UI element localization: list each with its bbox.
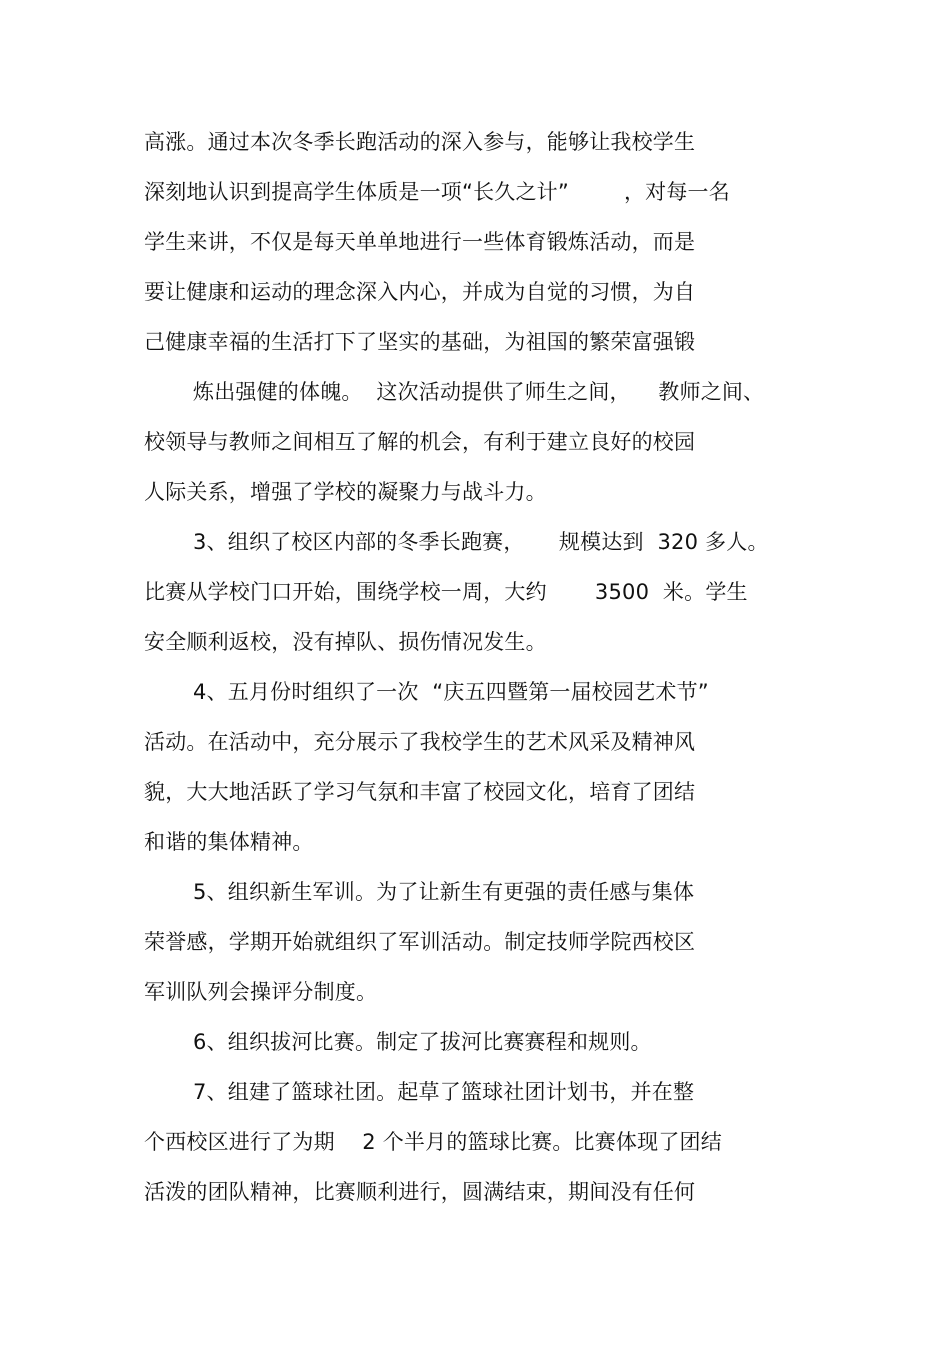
text-line-2: 深刻地认识到提高学生体质是一项“长久之计” ，对每一名 bbox=[144, 180, 730, 204]
text-line-19: 6、组织拔河比赛。制定了拔河比赛赛程和规则。 bbox=[193, 1030, 652, 1054]
text-line-3: 学生来讲，不仅是每天单单地进行一些体育锻炼活动，而是 bbox=[144, 230, 696, 254]
text-line-14: 貌，大大地活跃了学习气氛和丰富了校园文化，培育了团结 bbox=[144, 780, 696, 804]
text-line-6: 炼出强健的体魄。 这次活动提供了师生之间， 教师之间、 bbox=[193, 380, 765, 404]
text-line-5: 己健康幸福的生活打下了坚实的基础，为祖国的繁荣富强锻 bbox=[144, 330, 696, 354]
text-line-12: 4、五月份时组织了一次 “庆五四暨第一届校园艺术节” bbox=[193, 680, 709, 704]
text-line-4: 要让健康和运动的理念深入内心，并成为自觉的习惯，为自 bbox=[144, 280, 696, 304]
text-line-11: 安全顺利返校，没有掉队、损伤情况发生。 bbox=[144, 630, 547, 654]
text-line-7: 校领导与教师之间相互了解的机会，有利于建立良好的校园 bbox=[144, 430, 696, 454]
text-line-13: 活动。在活动中，充分展示了我校学生的艺术风采及精神风 bbox=[144, 730, 696, 754]
text-line-8: 人际关系，增强了学校的凝聚力与战斗力。 bbox=[144, 480, 547, 504]
text-line-21: 个西校区进行了为期 2 个半月的篮球比赛。比赛体现了团结 bbox=[144, 1130, 722, 1154]
text-line-18: 军训队列会操评分制度。 bbox=[144, 980, 378, 1004]
text-line-17: 荣誉感，学期开始就组织了军训活动。制定技师学院西校区 bbox=[144, 930, 696, 954]
text-line-9: 3、组织了校区内部的冬季长跑赛， 规模达到 320 多人。 bbox=[193, 530, 769, 554]
text-line-22: 活泼的团队精神，比赛顺利进行，圆满结束，期间没有任何 bbox=[144, 1180, 696, 1204]
text-line-16: 5、组织新生军训。为了让新生有更强的责任感与集体 bbox=[193, 880, 695, 904]
text-line-15: 和谐的集体精神。 bbox=[144, 830, 314, 854]
text-line-1: 高涨。通过本次冬季长跑活动的深入参与，能够让我校学生 bbox=[144, 130, 696, 154]
text-line-20: 7、组建了篮球社团。起草了篮球社团计划书，并在整 bbox=[193, 1080, 695, 1104]
text-line-10: 比赛从学校门口开始，围绕学校一周，大约 3500 米。学生 bbox=[144, 580, 748, 604]
